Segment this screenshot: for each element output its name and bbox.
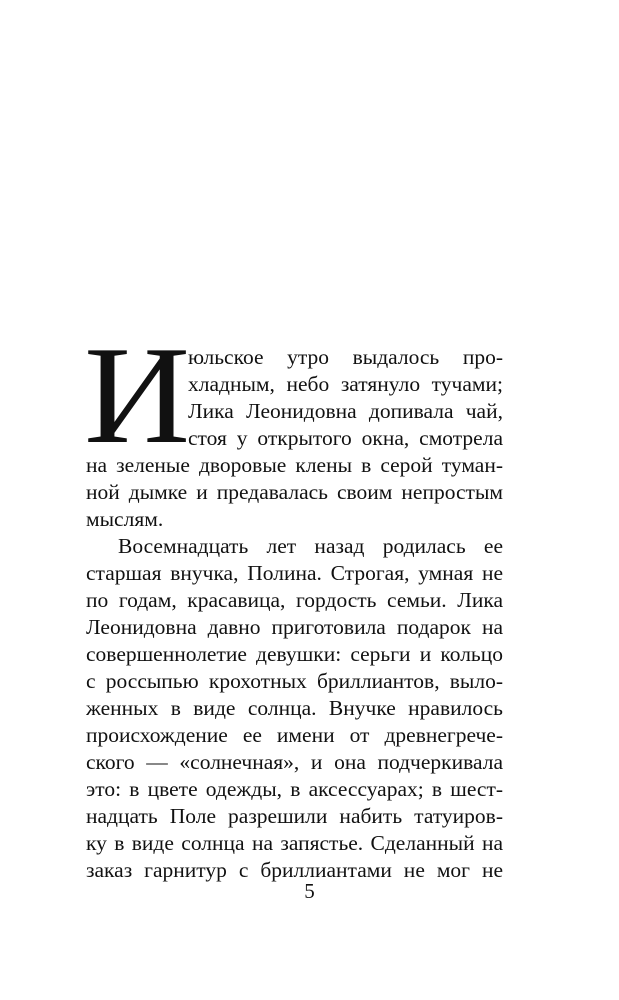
text-line: с россыпью крохотных бриллиантов, выло- (86, 669, 503, 693)
text-line: старшая внучка, Полина. Строгая, умная не (86, 561, 503, 585)
text-line: женных в виде солнца. Внучке нравилось (86, 696, 503, 720)
text-line: Лика Леонидовна допивала чай, (188, 399, 503, 423)
text-line: мыслям. (86, 507, 164, 531)
text-line: надцать Поле разрешили набить татуиров- (86, 804, 503, 828)
text-line: это: в цвете одежды, в аксессуарах; в шест- (86, 777, 503, 801)
text-line: заказ гарнитур с бриллиантами не мог не (86, 858, 503, 882)
drop-cap: И (84, 318, 191, 473)
text-line: на зеленые дворовые клены в серой туман- (86, 453, 503, 477)
text-line: ского — «солнечная», и она подчеркивала (86, 750, 503, 774)
text-line: совершеннолетие девушки: серьги и кольцо (86, 642, 503, 666)
text-line: стоя у открытого окна, смотрела (188, 426, 503, 450)
text-line: юльское утро выдалось про- (188, 345, 503, 369)
text-line: по годам, красавица, гордость семьи. Лика (86, 588, 503, 612)
text-line: хладным, небо затянуло тучами; (188, 372, 503, 396)
text-line: Леонидовна давно приготовила подарок на (86, 615, 503, 639)
text-line: Восемнадцать лет назад родилась ее (118, 534, 503, 558)
text-line: ной дымке и предавалась своим непростым (86, 480, 503, 504)
chapter-text (84, 318, 503, 884)
text-line: ку в виде солнца на запястье. Сделанный на (86, 831, 503, 855)
text-line: происхождение ее имени от древнегрече- (86, 723, 503, 747)
page-number: 5 (304, 879, 315, 903)
